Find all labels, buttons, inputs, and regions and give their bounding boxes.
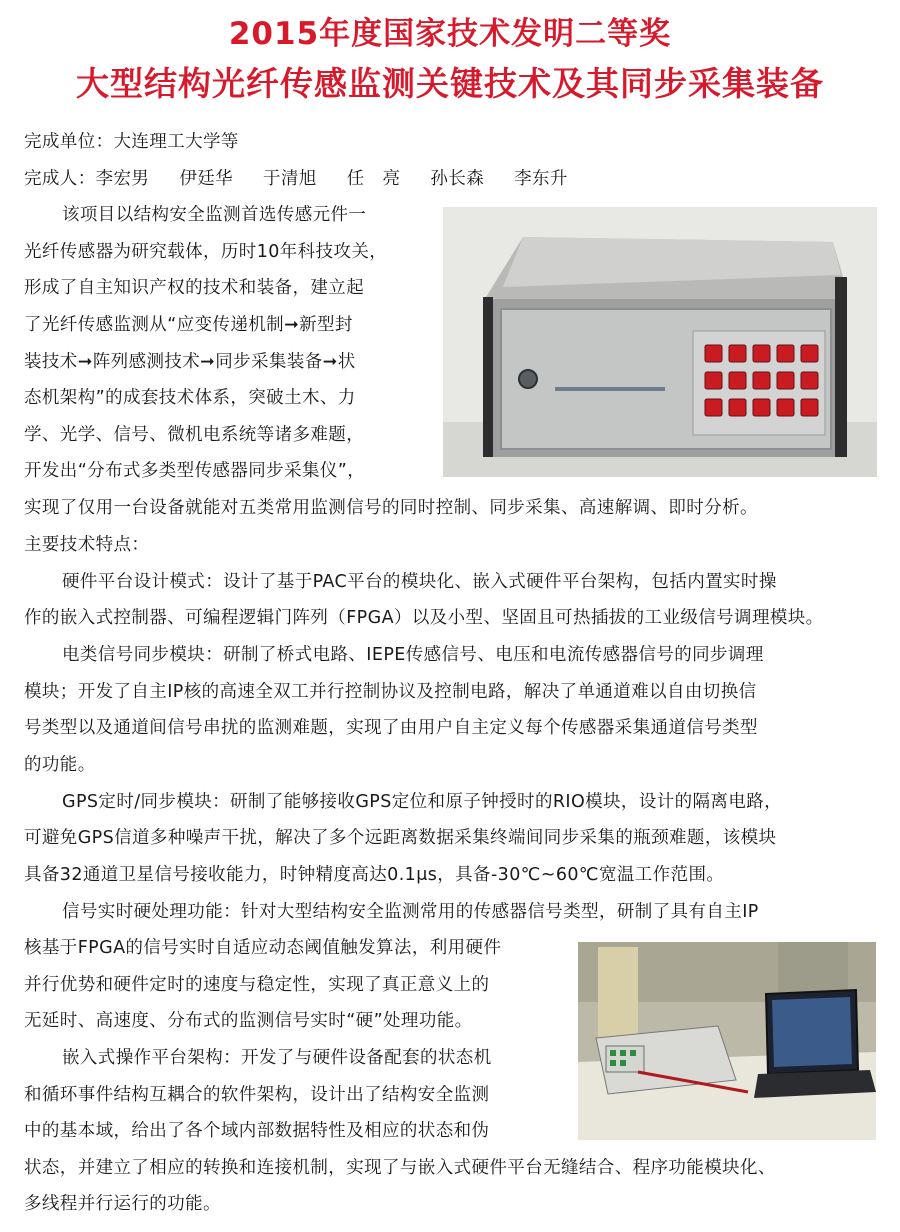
feature-line: 作的嵌入式控制器、可编程逻辑门阵列（FPGA）以及小型、坚固且可热插拔的工业级信号调理模块。 — [24, 608, 824, 628]
feature-line: 和循环事件结构互耦合的软件架构，设计出了结构安全监测 — [24, 1085, 490, 1105]
person-name: 李东升 — [514, 169, 568, 189]
feature-line: 并行优势和硬件定时的速度与稳定性，实现了真正意义上的 — [24, 975, 490, 995]
unit-value: 大连理工大学等 — [113, 132, 239, 152]
intro-line: 形成了自主知识产权的技术和装备，建立起 — [24, 278, 365, 298]
person-name: 于清旭 — [263, 169, 317, 189]
feature-line: 嵌入式操作平台架构：开发了与硬件设备配套的状态机 — [62, 1048, 492, 1068]
completion-unit — [24, 127, 239, 157]
feature-line: 可避免GPS信道多种噪声干扰，解决了多个远距离数据采集终端间同步采集的瓶颈难题，该模块 — [24, 828, 777, 848]
completion-people — [24, 164, 568, 194]
person-name: 孙长森 — [430, 169, 485, 189]
intro-line: 了光纤传感监测从“应变传递机制➞新型封 — [24, 315, 353, 335]
feature-line: 硬件平台设计模式：设计了基于PAC平台的模块化、嵌入式硬件平台架构，包括内置实时操 — [62, 572, 777, 592]
features-heading: 主要技术特点： — [24, 535, 150, 555]
feature-line: 多线程并行运行的功能。 — [24, 1194, 221, 1214]
title-project: 大型结构光纤传感监测关键技术及其同步采集装备 — [76, 64, 824, 103]
feature-line: 无延时、高速度、分布式的监测信号实时“硬”处理功能。 — [24, 1011, 473, 1031]
intro-line: 实现了仅用一台设备就能对五类常用监测信号的同时控制、同步采集、高速解调、即时分析。 — [24, 498, 758, 518]
feature-line: 信号实时硬处理功能：针对大型结构安全监测常用的传感器信号类型，研制了具有自主IP — [62, 902, 759, 922]
intro-line: 学、光学、信号、微机电系统等诸多难题， — [24, 425, 365, 445]
intro-line: 该项目以结构安全监测首选传感元件一 — [62, 205, 367, 225]
feature-line: 核基于FPGA的信号实时自适应动态阈值触发算法，利用硬件 — [24, 938, 502, 958]
feature-line: 的功能。 — [24, 755, 96, 775]
unit-label: 完成单位： — [24, 132, 114, 152]
feature-line: 模块；开发了自主IP核的高速全双工并行控制协议及控制电路，解决了单通道难以自由切换信 — [24, 682, 757, 702]
feature-line: 状态，并建立了相应的转换和连接机制，实现了与嵌入式硬件平台无缝结合、程序功能模块化、 — [24, 1158, 776, 1178]
person-name: 伊廷华 — [179, 169, 234, 189]
feature-line: 中的基本域，给出了各个域内部数据特性及相应的状态和伪 — [24, 1121, 490, 1141]
intro-line: 开发出“分布式多类型传感器同步采集仪”， — [24, 461, 366, 481]
lab-setup-photo — [578, 942, 876, 1140]
device-photo — [443, 207, 877, 477]
intro-line: 装技术➞阵列感测技术➞同步采集装备➞状 — [24, 352, 356, 372]
feature-line: 具备32通道卫星信号接收能力，时钟精度高达0.1μs，具备-30℃~60℃宽温工作范围。 — [24, 865, 725, 885]
person-name: 李宏男 — [95, 169, 150, 189]
people-label: 完成人： — [24, 169, 96, 189]
intro-line: 态机架构”的成套技术体系，突破土木、力 — [24, 388, 356, 408]
feature-line: GPS定时/同步模块：研制了能够接收GPS定位和原子钟授时的RIO模块，设计的隔离电路， — [62, 792, 783, 812]
title-award: 2015年度国家技术发明二等奖 — [228, 16, 672, 52]
feature-line: 电类信号同步模块：研制了桥式电路、IEPE传感信号、电压和电流传感器信号的同步调理 — [62, 645, 764, 665]
feature-line: 号类型以及通道间信号串扰的监测难题，实现了由用户自主定义每个传感器采集通道信号类型 — [24, 718, 758, 738]
person-name: 任 亮 — [346, 169, 401, 189]
intro-line: 光纤传感器为研究载体，历时10年科技攻关， — [24, 242, 388, 262]
